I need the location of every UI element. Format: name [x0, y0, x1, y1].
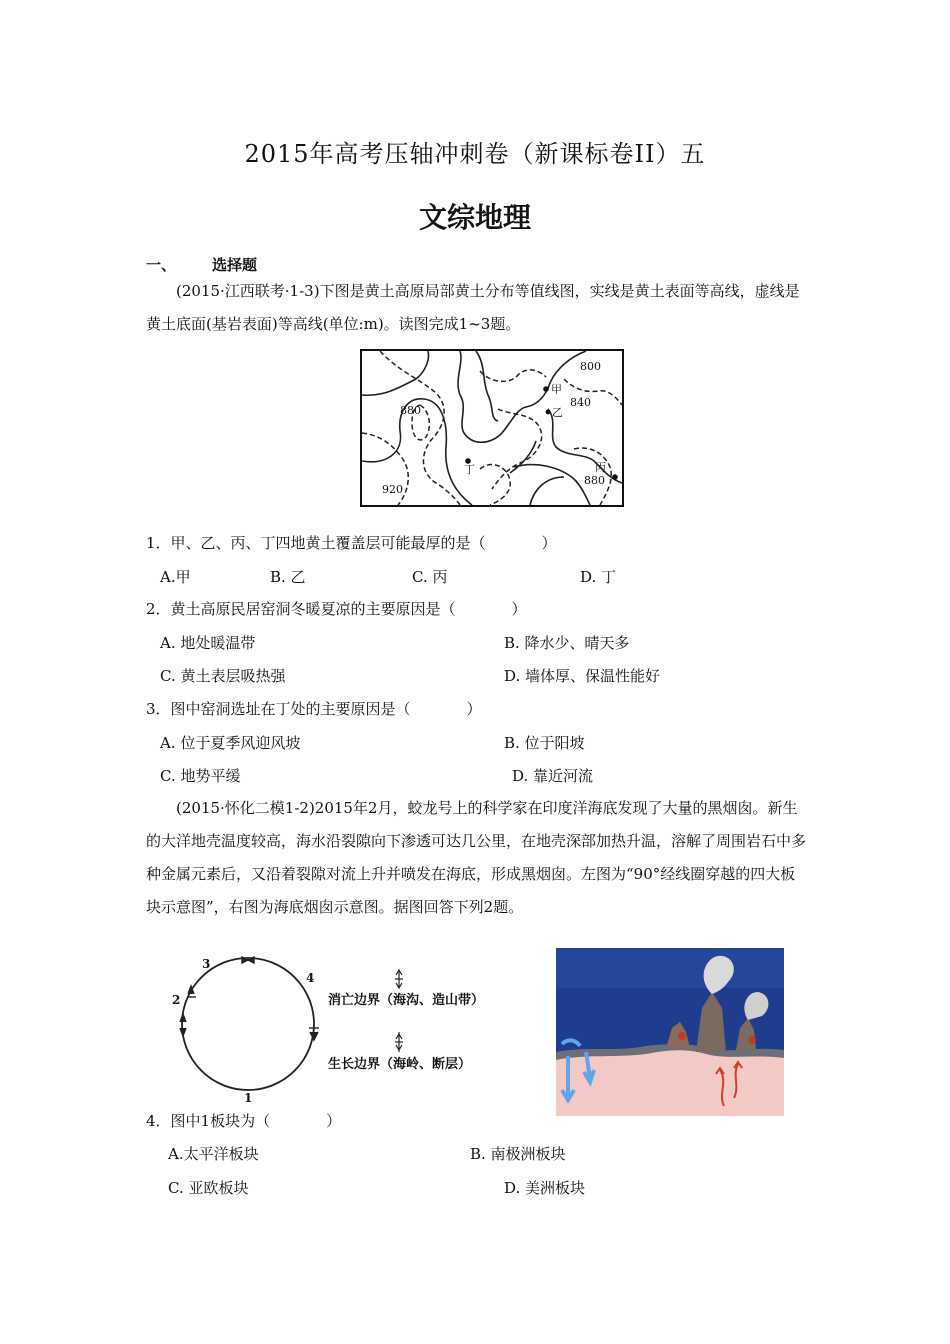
question-3-close: ）	[466, 700, 482, 718]
divergent-boundary-symbol	[392, 1030, 406, 1054]
q4-option-c: C. 亚欧板块	[168, 1179, 249, 1197]
intro-paragraph-2: (2015·怀化二模1-2)2015年2月，蛟龙号上的科学家在印度洋海底发现了大量的黑烟囱。新生的大洋地壳温度较高，海水沿裂隙向下渗透可达几公里，在地壳深部加热升温，溶解了周围岩石中多种金属元素后，又沿着裂隙对流上升并喷发在海底，形成黑烟囱。左图为“90°经线圈穿越的四大板块示意图”，右图为海底烟囱示意图。据图回答下列2题。	[146, 799, 807, 916]
contour-880-right: 880	[584, 474, 605, 487]
contour-880-left: 880	[400, 404, 421, 417]
q1-option-c: C. 丙	[412, 568, 448, 586]
meridian-circle	[182, 958, 314, 1090]
question-1	[146, 532, 557, 553]
plate-number-1: 1	[244, 1091, 253, 1102]
section-heading	[146, 254, 257, 275]
question-4	[146, 1110, 341, 1131]
legend-divergent-boundary: 生长边界（海岭、断层）	[328, 1057, 472, 1072]
contour-800: 800	[580, 360, 601, 373]
plate-number-3: 3	[202, 957, 211, 971]
point-jia-marker	[543, 386, 549, 392]
loess-contour-map	[360, 349, 624, 507]
q2-option-a: A. 地处暖温带	[160, 634, 256, 652]
q1-option-d: D. 丁	[580, 568, 617, 586]
q3-option-b: B. 位于阳坡	[504, 734, 585, 752]
q3-option-d: D. 靠近河流	[512, 767, 594, 785]
section-label: 选择题	[212, 256, 258, 274]
q2-option-c: C. 黄土表层吸热强	[160, 667, 286, 685]
point-yi-marker	[546, 410, 551, 415]
label-bing: 丙	[595, 461, 606, 474]
point-bing-marker	[612, 474, 618, 480]
plate-number-4: 4	[306, 971, 315, 985]
convergent-boundary-symbol	[392, 968, 406, 990]
q2-option-d: D. 墙体厚、保温性能好	[504, 667, 661, 685]
page-subtitle: 文综地理	[418, 201, 531, 234]
question-3	[146, 698, 482, 719]
boundary-markers	[180, 957, 319, 1040]
q1-option-a: A.甲	[160, 568, 191, 586]
question-1-close: ）	[541, 534, 557, 552]
q3-option-a: A. 位于夏季风迎风坡	[160, 734, 301, 752]
q4-option-a: A.太平洋板块	[168, 1145, 259, 1163]
question-3-stem: 3．图中窑洞选址在丁处的主要原因是（	[146, 700, 411, 718]
contour-840: 840	[570, 396, 591, 409]
q3-option-c: C. 地势平缓	[160, 767, 241, 785]
label-yi: 乙	[552, 406, 563, 419]
plate-number-2: 2	[172, 993, 181, 1007]
question-1-stem: 1．甲、乙、丙、丁四地黄土覆盖层可能最厚的是（	[146, 534, 486, 552]
q4-option-d: D. 美洲板块	[504, 1179, 586, 1197]
q4-option-b: B. 南极洲板块	[470, 1145, 566, 1163]
seafloor-chimney-illustration	[556, 948, 784, 1116]
question-2-stem: 2．黄土高原民居窑洞冬暖夏凉的主要原因是（	[146, 600, 456, 618]
label-jia: 甲	[551, 383, 562, 396]
section-number: 一、	[146, 256, 177, 274]
legend-convergent-boundary: 消亡边界（海沟、造山带）	[328, 993, 485, 1008]
contour-920: 920	[382, 483, 403, 496]
question-2-close: ）	[511, 600, 527, 618]
question-4-stem: 4．图中1板块为（	[146, 1112, 271, 1130]
label-ding: 丁	[464, 463, 475, 476]
question-2	[146, 598, 527, 619]
intro-paragraph-1: (2015·江西联考·1-3)下图是黄土高原局部黄土分布等值线图，实线是黄土表面等高线，虚线是黄土底面(基岩表面)等高线(单位:m)。读图完成1~3题。	[146, 282, 800, 333]
page-title: 2015年高考压轴冲刺卷（新课标卷II）五	[244, 140, 706, 168]
plate-boundary-circle-diagram	[168, 952, 328, 1102]
q2-option-b: B. 降水少、晴天多	[504, 634, 630, 652]
q1-option-b: B. 乙	[270, 568, 306, 586]
question-4-close: ）	[326, 1112, 342, 1130]
